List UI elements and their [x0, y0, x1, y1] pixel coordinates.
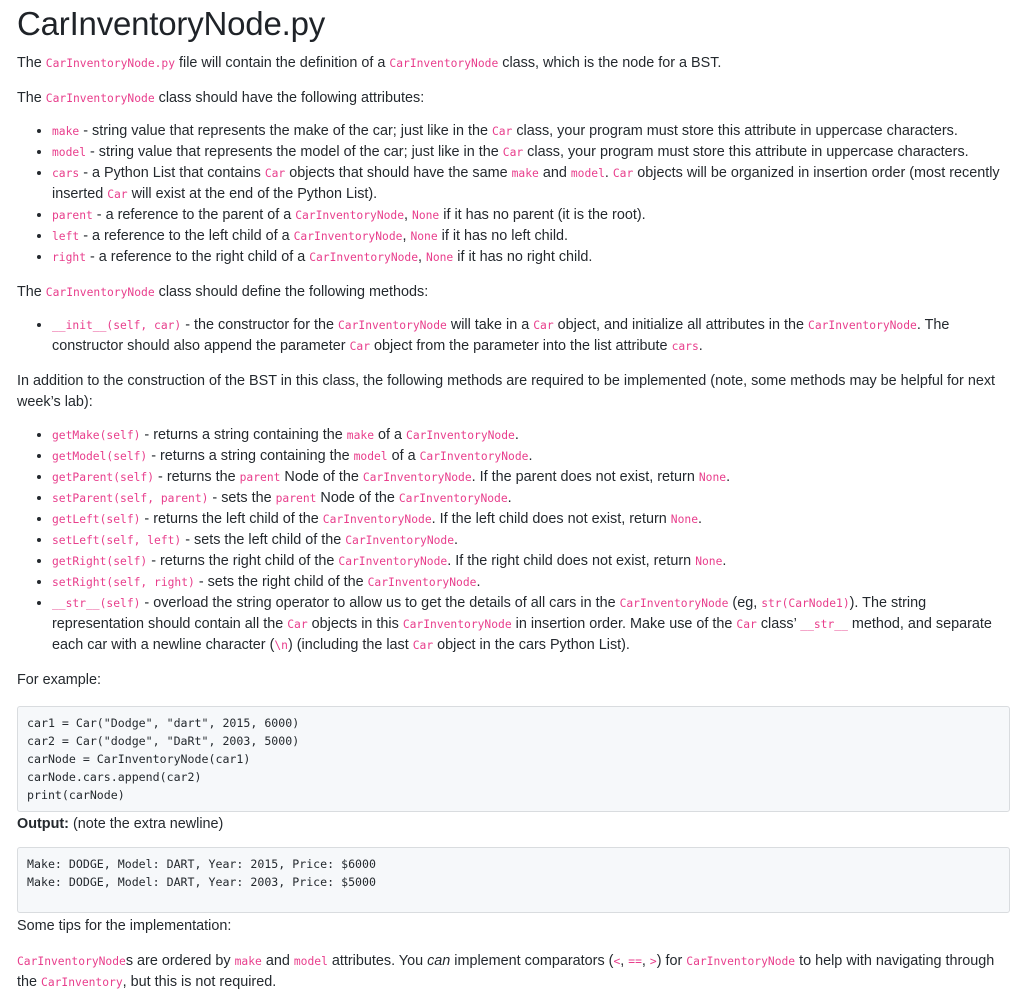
inline-code: CarInventoryNode	[45, 92, 155, 105]
output-note: (note the extra newline)	[68, 816, 224, 832]
inline-code: CarInventoryNode	[322, 513, 432, 526]
text: .	[698, 338, 703, 354]
text: class, your program must store this attribute in uppercase characters.	[512, 123, 958, 139]
text: .	[507, 490, 512, 506]
inline-code: CarInventory	[41, 976, 123, 989]
inline-code: CarInventoryNode	[367, 576, 477, 589]
text: .	[698, 511, 703, 527]
text: class should have the following attributes:	[154, 90, 425, 106]
inline-code: CarInventoryNode	[309, 251, 419, 264]
inline-code: getLeft(self)	[52, 513, 141, 526]
text: Node of the	[316, 490, 399, 506]
inline-code: Car	[264, 167, 286, 180]
inline-code: __str__(self)	[52, 597, 141, 610]
example-code-block	[17, 706, 1010, 812]
inline-code: getMake(self)	[52, 429, 141, 442]
inline-code: CarInventoryNode	[295, 209, 405, 222]
emphasis: can	[427, 953, 451, 969]
attribute-model	[52, 142, 1010, 163]
text: ,	[641, 953, 650, 969]
text: - sets the right child of the	[194, 574, 368, 590]
text: . The constructor should also append the parameter	[52, 317, 950, 354]
inline-code: CarInventoryNode	[338, 319, 447, 332]
text: will exist at the end of the Python List).	[127, 186, 378, 202]
code-line: car2 = Car("dodge", "DaRt", 2003, 5000)	[27, 734, 300, 748]
required-methods-list	[17, 425, 1010, 656]
text: and	[261, 953, 294, 969]
text: .	[722, 553, 727, 569]
inline-code: Car	[107, 188, 128, 201]
text: - returns the right child of the	[147, 553, 339, 569]
inline-code: cars	[52, 167, 80, 180]
code-line: carNode.cars.append(car2)	[27, 770, 202, 784]
inline-code: CarInventoryNode	[338, 555, 448, 568]
attribute-cars	[52, 163, 1010, 205]
method-getmake	[52, 425, 1010, 446]
code-line: car1 = Car("Dodge", "dart", 2015, 6000)	[27, 716, 300, 730]
method-setleft	[52, 530, 1010, 551]
tips-paragraph	[17, 951, 1010, 993]
code-line: carNode = CarInventoryNode(car1)	[27, 752, 251, 766]
inline-code: right	[52, 251, 87, 264]
inline-code: Car	[491, 125, 513, 138]
addition-paragraph: In addition to the construction of the BST in this class, the following methods are required to be implemented (note, some methods may be helpful for next week’s lab):	[17, 373, 996, 410]
text: objects in this	[307, 616, 403, 632]
inline-code: parent	[239, 471, 281, 484]
text: - a reference to the right child of a	[86, 249, 310, 265]
output-line: Make: DODGE, Model: DART, Year: 2015, Price: $6000	[27, 857, 377, 871]
constructor-list	[17, 315, 1010, 357]
text: The	[17, 284, 46, 300]
text: .	[604, 165, 613, 181]
text: ,	[620, 953, 629, 969]
text: object from the parameter into the list attribute	[370, 338, 672, 354]
inline-code: getModel(self)	[52, 450, 148, 463]
code-block	[17, 706, 1010, 812]
output-label-line	[17, 814, 1010, 835]
output-line: Make: DODGE, Model: DART, Year: 2003, Price: $5000	[27, 875, 377, 889]
method-init	[52, 315, 1010, 357]
inline-code: Car	[502, 146, 524, 159]
text: .	[454, 532, 459, 548]
for-example-label: For example:	[17, 672, 101, 688]
inline-code: left	[52, 230, 80, 243]
inline-code: CarInventoryNode	[419, 450, 529, 463]
inline-code: getRight(self)	[52, 555, 148, 568]
inline-code: model	[293, 955, 328, 968]
text: attributes. You	[327, 953, 428, 969]
inline-code: CarInventoryNode	[619, 597, 729, 610]
attribute-left	[52, 226, 1010, 247]
text: method, and separate each car with a newline character (	[52, 616, 992, 653]
text: - string value that represents the model of the car; just like in the	[86, 144, 503, 160]
text: . If the right child does not exist, return	[447, 553, 696, 569]
text: implement comparators (	[450, 953, 614, 969]
inline-code: model	[353, 450, 388, 463]
inline-code: CarInventoryNode.py	[45, 57, 176, 70]
inline-code: None	[695, 555, 723, 568]
inline-code: make	[511, 167, 539, 180]
inline-code: getParent(self)	[52, 471, 155, 484]
output-label: Output:	[17, 816, 69, 832]
inline-code: Car	[287, 618, 308, 631]
text: . If the left child does not exist, return	[431, 511, 671, 527]
text: - the constructor for the	[181, 317, 338, 333]
page-title: CarInventoryNode.py	[17, 5, 326, 42]
text: - overload the string operator to allow us to get the details of all cars in the	[140, 595, 620, 611]
inline-code: make	[346, 429, 375, 442]
text: file will contain the definition of a	[175, 55, 390, 71]
text: objects will be organized in insertion order (most recently inserted	[52, 165, 1000, 202]
text: - string value that represents the make of the car; just like in the	[79, 123, 492, 139]
text: .	[726, 469, 731, 485]
inline-code: None	[670, 513, 699, 526]
tips-heading: Some tips for the implementation:	[17, 918, 232, 934]
text: if it has no parent (it is the root).	[439, 207, 646, 223]
inline-code: CarInventoryNode	[45, 286, 155, 299]
inline-code: None	[698, 471, 727, 484]
inline-code: parent	[275, 492, 317, 505]
inline-code: model	[570, 167, 605, 180]
text: ). The string representation should contain all the	[52, 595, 927, 632]
method-str	[52, 593, 1010, 656]
text: of a	[374, 427, 407, 443]
method-getright	[52, 551, 1010, 572]
text: will take in a	[446, 317, 534, 333]
text: - a reference to the left child of a	[79, 228, 294, 244]
inline-code: make	[52, 125, 80, 138]
text: object in the cars Python List).	[433, 637, 630, 653]
inline-code: >	[649, 955, 657, 968]
method-setright	[52, 572, 1010, 593]
inline-code: Car	[736, 618, 757, 631]
inline-code: Car	[612, 167, 634, 180]
methods-intro	[17, 282, 1010, 303]
attributes-list	[17, 121, 1010, 268]
text: The	[17, 90, 46, 106]
method-setparent	[52, 488, 1010, 509]
inline-code: __init__(self, car)	[52, 319, 182, 332]
text: - returns the left child of the	[140, 511, 323, 527]
text: and	[538, 165, 571, 181]
text: to help with navigating through the	[17, 953, 995, 990]
inline-code: CarInventoryNode	[389, 57, 499, 70]
inline-code: make	[234, 955, 262, 968]
inline-code: Car	[412, 639, 434, 652]
text: in insertion order. Make use of the	[511, 616, 737, 632]
text: .	[528, 448, 533, 464]
text: if it has no left child.	[437, 228, 569, 244]
inline-code: model	[52, 146, 87, 159]
text: .	[476, 574, 481, 590]
method-getmodel	[52, 446, 1010, 467]
text: , but this is not required.	[122, 974, 277, 990]
inline-code: setLeft(self, left)	[52, 534, 182, 547]
inline-code: CarInventoryNode	[293, 230, 403, 243]
inline-code: <	[613, 955, 621, 968]
method-getleft	[52, 509, 1010, 530]
inline-code: CarInventoryNode	[406, 429, 515, 442]
text: ) (including the last	[287, 637, 413, 653]
inline-code: CarInventoryNode	[362, 471, 472, 484]
text: .	[514, 427, 519, 443]
output-block	[17, 847, 1010, 913]
inline-code: ==	[628, 955, 642, 968]
inline-code: cars	[671, 340, 699, 353]
text: s are ordered by	[125, 953, 235, 969]
text: class, which is the node for a BST.	[498, 55, 722, 71]
output-block-wrap	[17, 847, 1010, 913]
text: - sets the	[208, 490, 276, 506]
text: - returns a string containing the	[147, 448, 354, 464]
inline-code: setRight(self, right)	[52, 576, 195, 589]
inline-code: None	[426, 251, 454, 264]
text: (eg,	[728, 595, 762, 611]
inline-code: None	[412, 209, 440, 222]
text: ,	[404, 207, 413, 223]
attribute-parent	[52, 205, 1010, 226]
text: Node of the	[280, 469, 363, 485]
inline-code: CarInventoryNode	[17, 955, 126, 968]
text: ,	[418, 249, 427, 265]
inline-code: setParent(self, parent)	[52, 492, 209, 505]
attribute-make	[52, 121, 1010, 142]
inline-code: str(CarNode1)	[761, 597, 850, 610]
inline-code: CarInventoryNode	[686, 955, 796, 968]
attribute-right	[52, 247, 1010, 268]
text: object, and initialize all attributes in the	[553, 317, 809, 333]
text: ) for	[656, 953, 687, 969]
text: objects that should have the same	[285, 165, 512, 181]
inline-code: None	[410, 230, 438, 243]
text: - a Python List that contains	[79, 165, 265, 181]
inline-code: CarInventoryNode	[398, 492, 508, 505]
text: - returns the	[154, 469, 240, 485]
intro-paragraph	[17, 53, 1010, 74]
attributes-intro	[17, 88, 1010, 109]
text: class, your program must store this attribute in uppercase characters.	[523, 144, 969, 160]
text: . If the parent does not exist, return	[471, 469, 699, 485]
inline-code: parent	[52, 209, 93, 222]
text: The	[17, 55, 46, 71]
text: if it has no right child.	[453, 249, 593, 265]
inline-code: Car	[349, 340, 370, 353]
inline-code: CarInventoryNode	[402, 618, 512, 631]
inline-code: \n	[274, 639, 288, 652]
text: - sets the left child of the	[181, 532, 346, 548]
text: - returns a string containing the	[140, 427, 347, 443]
text: of a	[387, 448, 420, 464]
inline-code: CarInventoryNode	[808, 319, 917, 332]
method-getparent	[52, 467, 1010, 488]
text: class should define the following methods:	[154, 284, 429, 300]
text: ,	[402, 228, 411, 244]
inline-code: __str__	[800, 618, 848, 631]
text: - a reference to the parent of a	[92, 207, 296, 223]
inline-code: Car	[533, 319, 554, 332]
text: class’	[756, 616, 801, 632]
code-line: print(carNode)	[27, 788, 125, 802]
inline-code: CarInventoryNode	[345, 534, 455, 547]
